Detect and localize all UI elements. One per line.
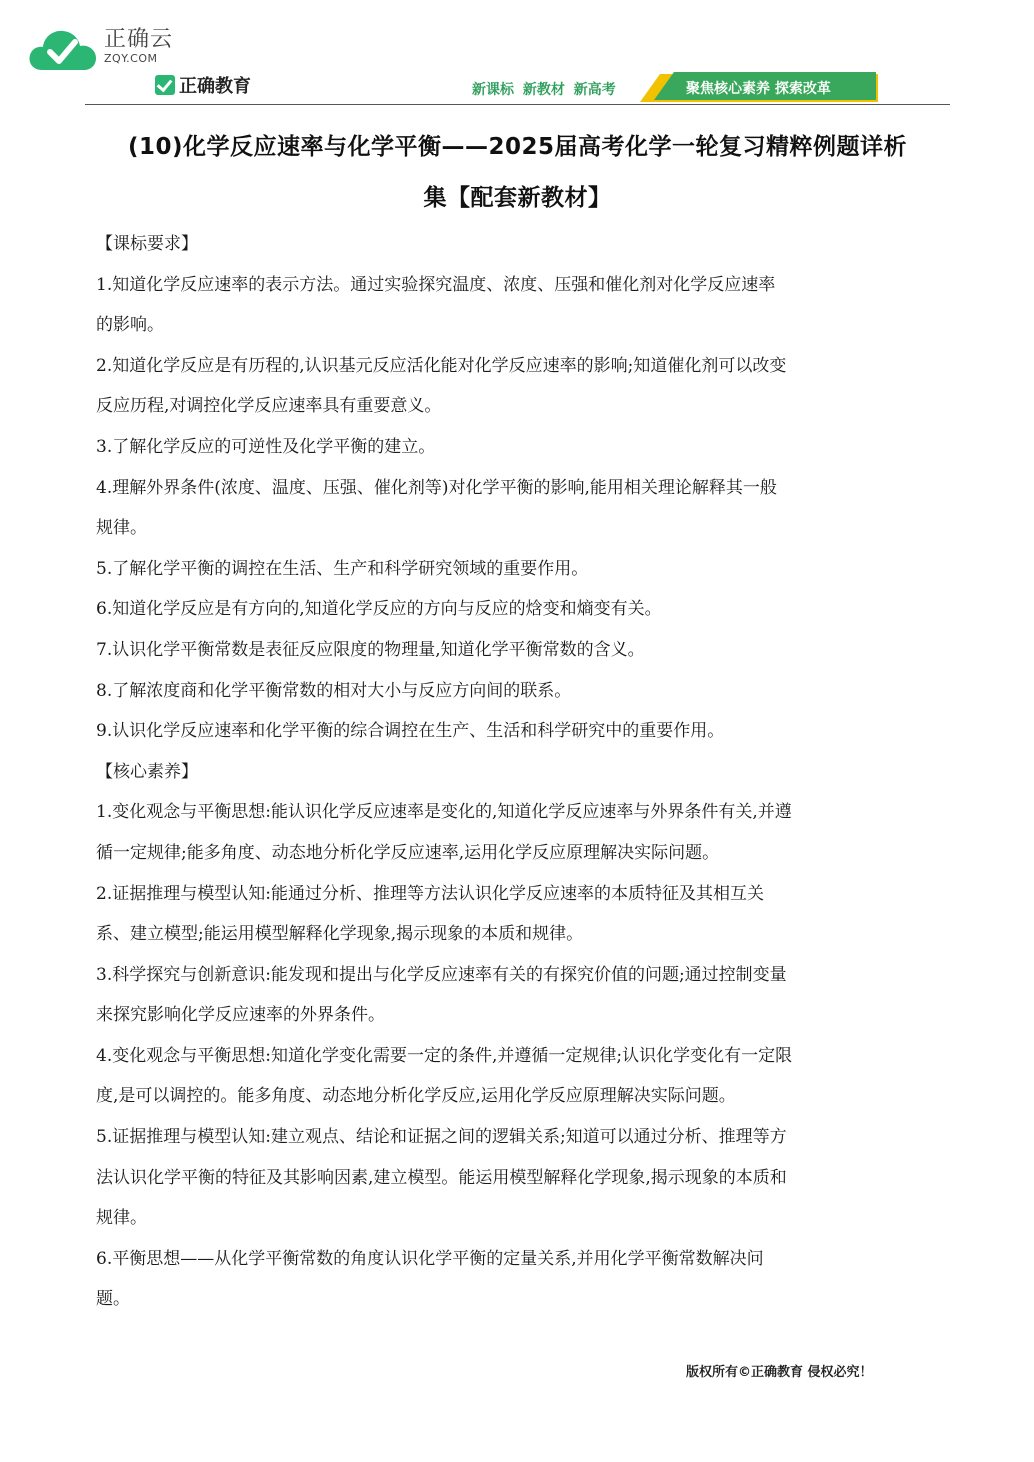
logo-en-text: ZQY.COM: [104, 52, 158, 65]
logo-wordmark: [104, 28, 173, 66]
text-line: 2.证据推理与模型认知:能通过分析、推理等方法认识化学反应速率的本质特征及其相互关: [96, 883, 764, 904]
text-line: 2.知道化学反应是有历程的,认识基元反应活化能对化学反应速率的影响;知道催化剂可以改变: [96, 355, 787, 376]
brand-text: 正确教育: [179, 76, 251, 97]
text-line: 法认识化学平衡的特征及其影响因素,建立模型。能运用模型解释化学现象,揭示现象的本质和: [96, 1167, 787, 1188]
header-tags: 新课标 新教材 新高考: [472, 82, 616, 98]
text-line: 系、建立模型;能运用模型解释化学现象,揭示现象的本质和规律。: [96, 924, 584, 945]
banner-slogan: 聚焦核心素养 探索改革: [686, 81, 831, 97]
document-body: [96, 224, 941, 1320]
text-line: 的影响。: [96, 315, 164, 336]
page-title-line-1: (10)化学反应速率与化学平衡——2025届高考化学一轮复习精粹例题详析: [127, 134, 908, 160]
text-line: 循一定规律;能多角度、动态地分析化学反应速率,运用化学反应原理解决实际问题。: [96, 842, 720, 863]
text-line: 7.认识化学平衡常数是表征反应限度的物理量,知道化学平衡常数的含义。: [96, 639, 645, 660]
text-line: 4.变化观念与平衡思想:知道化学变化需要一定的条件,并遵循一定规律;认识化学变化有一定限: [96, 1045, 793, 1066]
text-line: 规律。: [96, 1208, 147, 1229]
text-line: 9.认识化学反应速率和化学平衡的综合调控在生产、生活和科学研究中的重要作用。: [96, 721, 725, 742]
text-line: 3.科学探究与创新意识:能发现和提出与化学反应速率有关的有探究价值的问题;通过控制变量: [96, 964, 787, 985]
text-line: 3.了解化学反应的可逆性及化学平衡的建立。: [96, 436, 436, 457]
text-line: 1.知道化学反应速率的表示方法。通过实验探究温度、浓度、压强和催化剂对化学反应速率: [96, 274, 776, 295]
text-line: 5.证据推理与模型认知:建立观点、结论和证据之间的逻辑关系;知道可以通过分析、推理等方: [96, 1127, 787, 1148]
text-line: 8.了解浓度商和化学平衡常数的相对大小与反应方向间的联系。: [96, 680, 572, 701]
page-title-line-2: 集【配套新教材】: [423, 185, 612, 211]
logo-cn-text: 正确云: [104, 27, 174, 52]
text-line: 5.了解化学平衡的调控在生活、生产和科学研究领域的重要作用。: [96, 558, 589, 579]
text-line: 度,是可以调控的。能多角度、动态地分析化学反应,运用化学反应原理解决实际问题。: [96, 1086, 736, 1107]
text-line: 1.变化观念与平衡思想:能认识化学反应速率是变化的,知道化学反应速率与外界条件有关,并遵: [96, 802, 792, 823]
text-line: 6.平衡思想——从化学平衡常数的角度认识化学平衡的定量关系,并用化学平衡常数解决问: [96, 1248, 764, 1269]
text-line: 题。: [96, 1289, 130, 1310]
brand-name: [155, 72, 251, 98]
copyright-footer: 版权所有©正确教育 侵权必究！: [686, 1365, 873, 1380]
text-line: 来探究影响化学反应速率的外界条件。: [96, 1005, 385, 1026]
text-line: 6.知道化学反应是有方向的,知道化学反应的方向与反应的焓变和熵变有关。: [96, 599, 662, 620]
header-divider: [85, 104, 950, 105]
text-line: 反应历程,对调控化学反应速率具有重要意义。: [96, 396, 442, 417]
check-icon: [155, 75, 175, 95]
text-line: 4.理解外界条件(浓度、温度、压强、催化剂等)对化学平衡的影响,能用相关理论解释其一般: [96, 477, 777, 498]
section-heading: 【课标要求】: [96, 234, 198, 254]
section-heading: 【核心素养】: [96, 761, 198, 782]
cloud-check-logo-icon: [28, 26, 98, 72]
text-line: 规律。: [96, 518, 147, 539]
page-header: [0, 0, 1034, 108]
